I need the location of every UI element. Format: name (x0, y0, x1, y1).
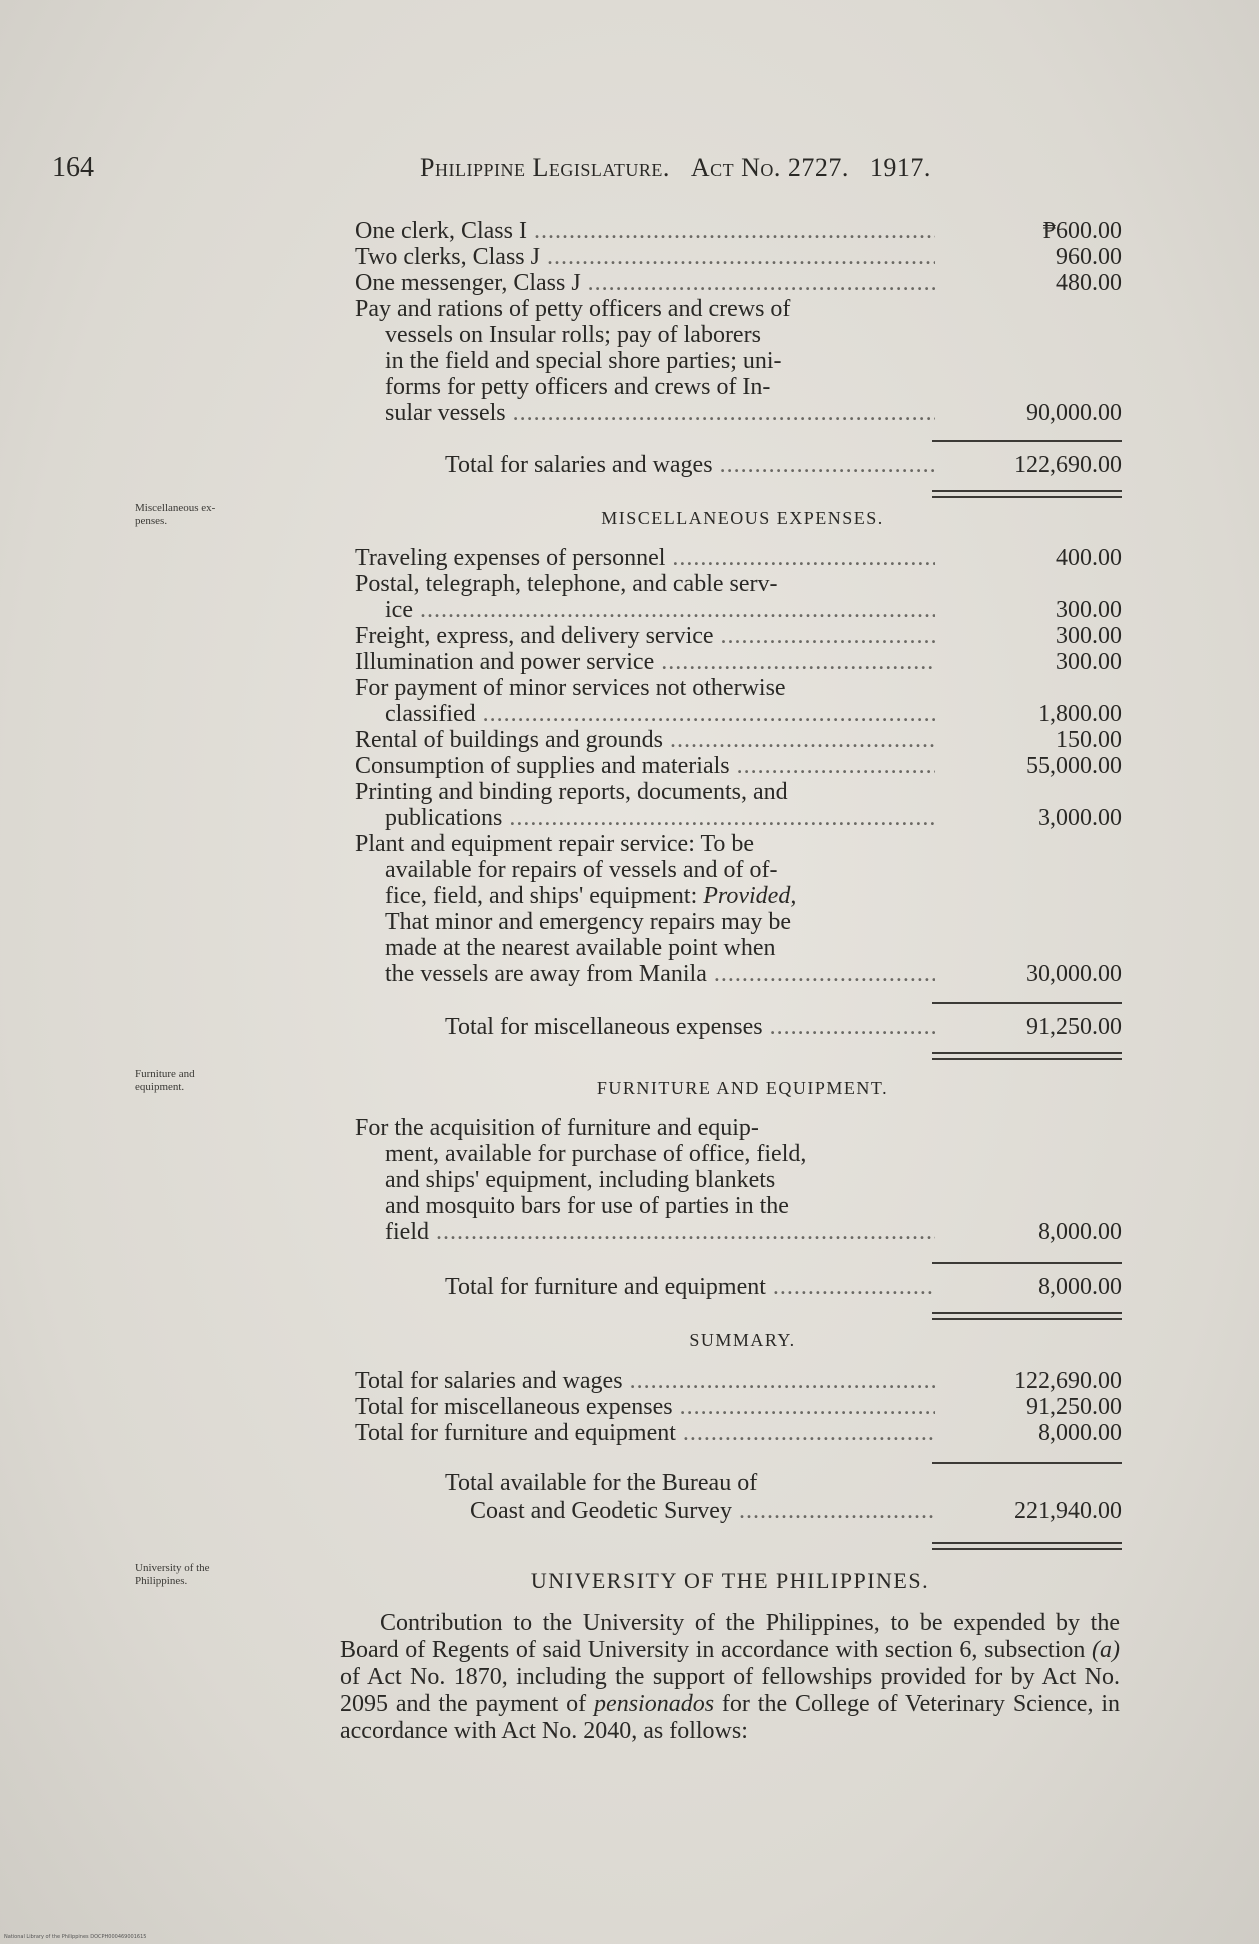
margin-note-furniture: Furniture and equipment. (135, 1068, 195, 1093)
list-item: available for repairs of vessels and of of- (385, 857, 778, 883)
rule (355, 1002, 1130, 1012)
list-item: That minor and emergency repairs may be (385, 909, 792, 935)
list-item: Total for furniture and equipment ..... 8,000.00 (355, 1420, 1130, 1446)
list-item: Postal, telegraph, telephone, and cable serv- (355, 571, 778, 597)
list-item: field ..... 8,000.00 (355, 1219, 1130, 1245)
list-item: classified ..... 1,800.00 (355, 701, 1130, 727)
double-rule (355, 1052, 1130, 1062)
salaries-list (355, 218, 1130, 426)
list-item: Two clerks, Class J ..... 960.00 (355, 244, 1130, 270)
list-item: Rental of buildings and grounds ..... 150.00 (355, 727, 1130, 753)
total-available: Total available for the Bureau of Coast and Geodetic Survey ..... 221,940.00 (355, 1470, 1130, 1526)
total-misc: Total for miscellaneous expenses ..... 91,250.00 (355, 1012, 1130, 1042)
double-rule (355, 490, 1130, 500)
misc-list (355, 545, 1130, 987)
furniture-list (355, 1115, 1130, 1245)
section-heading-summary: SUMMARY. (689, 1330, 796, 1350)
list-item: in the field and special shore parties; uni- (385, 348, 782, 374)
list-item: publications ..... 3,000.00 (355, 805, 1130, 831)
list-item: For payment of minor services not otherwise (355, 675, 786, 701)
running-head (420, 153, 931, 183)
running-head-title: Philippine Legislature. (420, 153, 670, 182)
section-heading-furniture: FURNITURE AND EQUIPMENT. (596, 1078, 889, 1098)
margin-note-university: University of the Philippines. (135, 1562, 210, 1587)
list-item: Traveling expenses of personnel ..... 400.00 (355, 545, 1130, 571)
list-item: fice, field, and ships' equipment: Provided, (385, 883, 797, 909)
total-salaries: Total for salaries and wages ..... 122,690.00 (355, 450, 1130, 480)
list-item: the vessels are away from Manila ..... 30,000.00 (355, 961, 1130, 987)
double-rule (355, 1542, 1130, 1552)
footer-watermark: National Library of the Philippines DOCPH000469001615 (4, 1934, 147, 1940)
list-item: Freight, express, and delivery service ..... 300.00 (355, 623, 1130, 649)
list-item: vessels on Insular rolls; pay of laborers (385, 322, 761, 348)
rule (355, 440, 1130, 450)
list-item: made at the nearest available point when (385, 935, 776, 961)
list-item: forms for petty officers and crews of In- (385, 374, 771, 400)
list-item: Plant and equipment repair service: To be (355, 831, 755, 857)
section-heading-misc: MISCELLANEOUS EXPENSES. (601, 508, 884, 528)
margin-note-misc: Miscellaneous ex- penses. (135, 502, 216, 527)
section-heading-university: UNIVERSITY OF THE PHILIPPINES. (530, 1568, 930, 1593)
list-item: Consumption of supplies and materials ..... 55,000.00 (355, 753, 1130, 779)
list-item: One messenger, Class J ..... 480.00 (355, 270, 1130, 296)
list-item: and ships' equipment, including blankets (385, 1167, 776, 1193)
list-item: One clerk, Class I ..... ₱600.00 (355, 218, 1130, 244)
list-item: For the acquisition of furniture and equip- (355, 1115, 759, 1141)
list-item: Total for salaries and wages ..... 122,690.00 (355, 1368, 1130, 1394)
running-head-act: Act No. 2727. (690, 153, 849, 182)
double-rule (355, 1312, 1130, 1322)
summary-list (355, 1368, 1130, 1446)
list-item: Total for miscellaneous expenses ..... 91,250.00 (355, 1394, 1130, 1420)
university-paragraph: Contribution to the University of the Philippines, to be expended by the Board of Regents of said University in accordance with section 6, subsection (a) of Act No. 1870, including the support of fellowships provided for by Act No. 2095 and the payment of pensionados for the College of Veterinary Science, in accordance with Act No. 2040, as follows: (340, 1610, 1120, 1744)
list-item: and mosquito bars for use of parties in the (385, 1193, 789, 1219)
list-item: Printing and binding reports, documents, and (355, 779, 788, 805)
total-furniture: Total for furniture and equipment ..... 8,000.00 (355, 1272, 1130, 1302)
rule (355, 1262, 1130, 1272)
page-number: 164 (52, 152, 94, 183)
list-item: ment, available for purchase of office, field, (385, 1141, 807, 1167)
list-item: Pay and rations of petty officers and crews of (355, 296, 791, 322)
list-item: Illumination and power service ..... 300.00 (355, 649, 1130, 675)
list-item: ice ..... 300.00 (355, 597, 1130, 623)
running-head-year: 1917. (869, 153, 931, 182)
list-item: sular vessels ..... 90,000.00 (355, 400, 1130, 426)
